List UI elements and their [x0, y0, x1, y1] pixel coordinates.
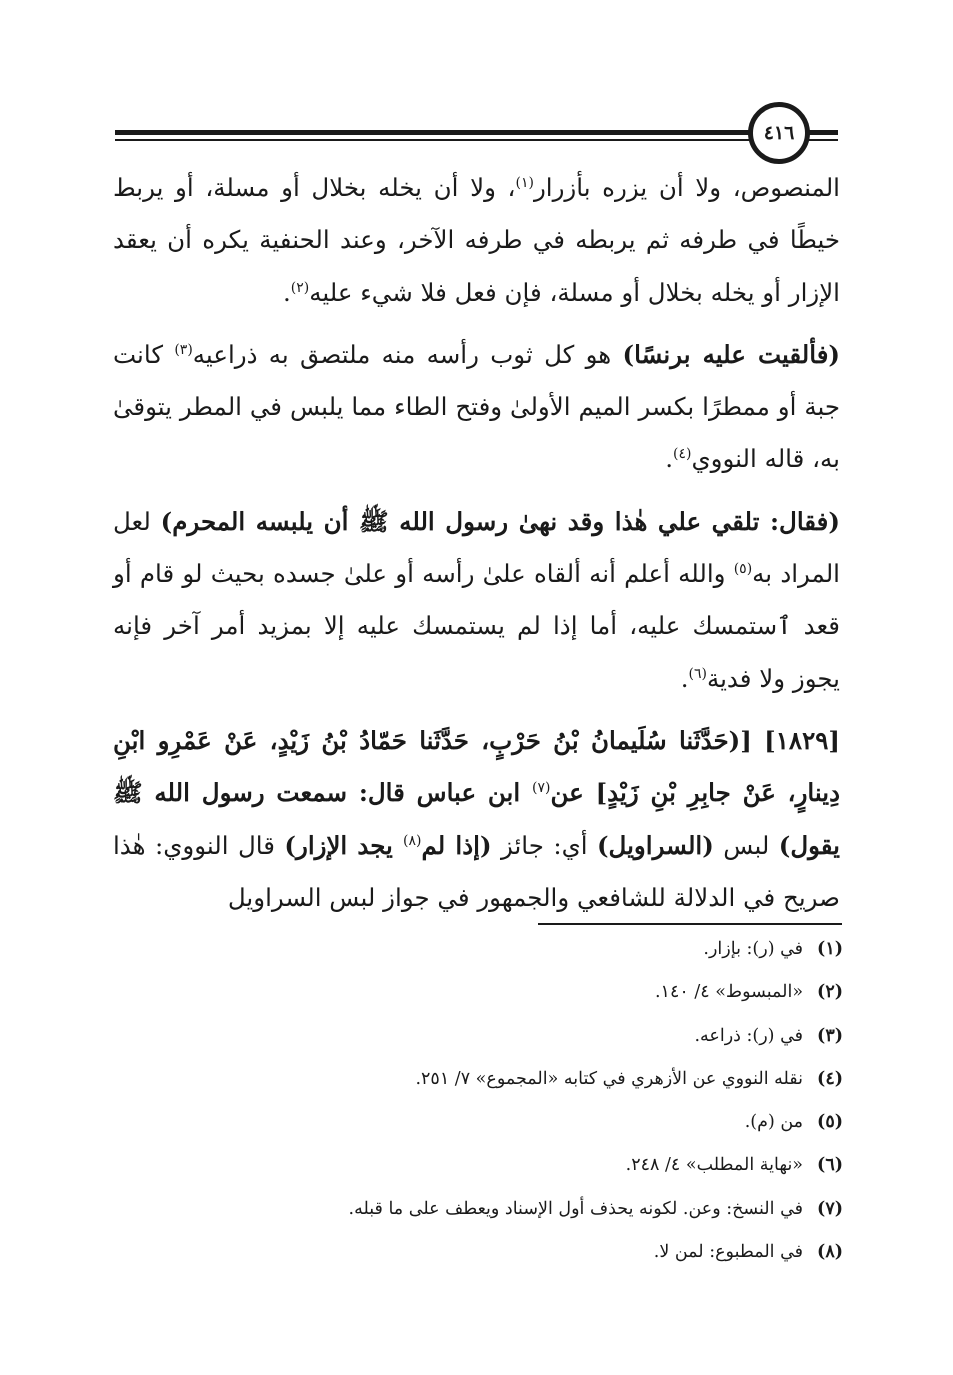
- text-run: أي: جائز: [491, 830, 597, 860]
- footnote-item: [200, 1144, 843, 1187]
- footnotes: [200, 928, 843, 1274]
- footnote-number: (٤): [817, 1068, 843, 1089]
- text-run: هو كل ثوب رأسه منه ملتصق به ذراعيه: [192, 339, 623, 369]
- footnote-ref-5[interactable]: (٥): [733, 560, 753, 577]
- footnote-text: في (ر): ذراعه.: [694, 1025, 804, 1046]
- footnote-text: «نهاية المطلب» ٤/ ٢٤٨.: [625, 1155, 804, 1176]
- footnote-number: (٦): [817, 1155, 843, 1176]
- text-run: المنصوص، ولا أن يزره بأزرار: [533, 173, 840, 202]
- footnote-number: (٧): [817, 1198, 843, 1219]
- page-number: ٤١٦: [748, 102, 810, 164]
- footnote-separator: [538, 923, 842, 925]
- text-run: لعل المراد به: [113, 506, 840, 589]
- text-run: .: [680, 663, 689, 693]
- footnote-number: (٨): [817, 1242, 843, 1263]
- paragraph-4: [113, 715, 840, 924]
- quoted-word: (إذا لم: [421, 830, 492, 860]
- footnote-text: نقله النووي عن الأزهري في كتابه «المجموع» ٧/ ٢٥١.: [415, 1068, 804, 1089]
- header-rule-stub: [808, 130, 838, 135]
- footnote-item: [200, 1231, 843, 1274]
- paragraph-3: [113, 496, 840, 705]
- text-run: قال النووي: هٰذا صريح في الدلالة للشافعي والجمهور في جواز لبس السراويل: [113, 830, 840, 912]
- text-run: لبس: [713, 830, 779, 860]
- header-rule: [115, 130, 755, 135]
- text-run: ، ولا أن يخله بخلال أو مسلة، أو يربط خيطًا في طرفه ثم يربطه في طرفه الآخر، وعند الحنفية يكره أن يعقد الإزار أو يخله بخلال أو مسلة، فإن فعل فلا شيء عليه: [113, 173, 840, 307]
- footnote-text: في النسخ: وعن. لكونه يحذف أول الإسناد ويعطف على ما قبله.: [348, 1198, 804, 1219]
- footnote-ref-7[interactable]: (٧): [532, 780, 551, 797]
- text-run: .: [665, 444, 673, 474]
- footnote-ref-1[interactable]: (١): [515, 174, 534, 191]
- main-text: [113, 162, 840, 924]
- footnote-text: في المطبوع: لمن لا.: [653, 1242, 804, 1263]
- footnote-item: [200, 1188, 843, 1231]
- footnote-item: [200, 1058, 843, 1101]
- footnote-ref-8[interactable]: (٨): [403, 832, 422, 849]
- footnote-item: [200, 928, 843, 971]
- footnote-item: [200, 1015, 843, 1058]
- footnote-item: [200, 971, 843, 1014]
- footnote-number: (١): [817, 939, 843, 959]
- footnote-text: في (ر): بإزار.: [703, 939, 804, 959]
- footnote-ref-6[interactable]: (٦): [688, 665, 707, 682]
- footnote-ref-2[interactable]: (٢): [290, 279, 310, 296]
- footnote-number: (٣): [817, 1025, 843, 1046]
- quoted-hadith-text: (فألقيت عليه برنسًا): [622, 339, 841, 369]
- quoted-word: (السراويل): [596, 830, 714, 860]
- footnote-ref-4[interactable]: (٤): [672, 446, 692, 463]
- paragraph-2: [113, 329, 840, 486]
- footnote-number: (٥): [817, 1112, 843, 1133]
- quoted-hadith-text: (فقال: تلقي علي هٰذا وقد نهىٰ رسول الله ﷺ أن يلبسه المحرم): [160, 506, 840, 536]
- hadith-isnad: [١٨٢٩] [(حَدَّثَنا سُلَيمانُ بْنُ حَرْبٍ، حَدَّثَنا حَمّادُ بْنُ زَيْدٍ، عَنْ عَمْرِو ابْنِ دِينارٍ، عَنْ جابِرِ بْنِ زَيْدٍ] عن: [113, 725, 841, 808]
- paragraph-1: [113, 162, 840, 319]
- header-rule-stub-thin: [808, 139, 838, 141]
- footnote-number: (٢): [817, 982, 843, 1003]
- hadith-matn: ابن عباس قال: سمعت رسول الله ﷺ يقول): [113, 778, 840, 860]
- text-run: والله أعلم أنه ألقاه علىٰ رأسه أو علىٰ جسده بحيث لو قام أو قعد ٱستمسك عليه، أما إذا لم يستمسك عليه إلا بمزيد أمر آخر فإنه يجوز ولا فدية: [113, 559, 840, 693]
- footnote-text: من (م).: [744, 1112, 804, 1133]
- footnote-text: «المبسوط» ٤/ ١٤٠.: [654, 982, 804, 1003]
- header-rule-thin: [115, 139, 755, 141]
- footnote-item: [200, 1101, 843, 1144]
- text-run: كانت جبة أو ممطرًا بكسر الميم الأولىٰ وفتح الطاء مما يلبس في المطر يتوقىٰ به، قاله النووي: [113, 339, 840, 474]
- text-run: .: [282, 277, 291, 307]
- footnote-ref-3[interactable]: (٣): [174, 341, 193, 358]
- quoted-word: يجد الإزار): [284, 830, 404, 860]
